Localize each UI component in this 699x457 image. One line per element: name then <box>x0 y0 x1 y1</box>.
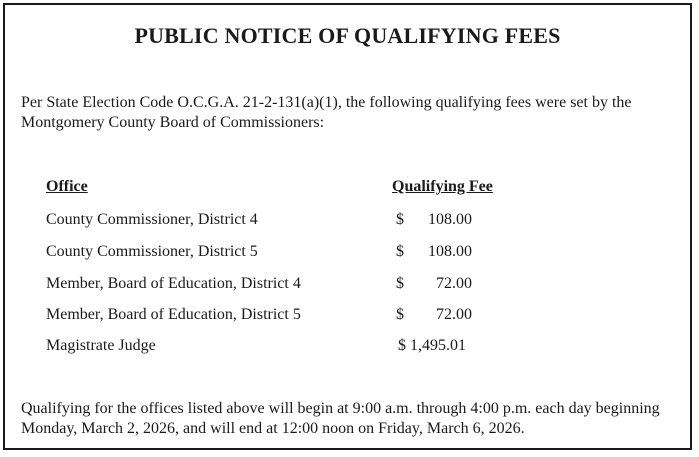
notice-title: PUBLIC NOTICE OF QUALIFYING FEES <box>134 23 561 48</box>
dollar-sign: $ <box>396 243 404 260</box>
office-name: Magistrate Judge <box>46 337 156 354</box>
fee-amount: 108.00 <box>428 243 472 260</box>
dollar-sign: $ <box>396 306 404 323</box>
fee-amount: $ 1,495.01 <box>398 337 466 354</box>
fee-row <box>5 275 690 295</box>
intro-paragraph: Per State Election Code O.C.G.A. 21-2-131(a)(1), the following qualifying fees were set by the Montgomery County Board of Commissioners: <box>21 94 632 131</box>
office-name: Member, Board of Education, District 4 <box>46 275 301 292</box>
office-column-header: Office <box>46 178 88 195</box>
fee-column-header: Qualifying Fee <box>392 178 493 195</box>
fee-row <box>5 337 690 357</box>
fee-row <box>5 211 690 231</box>
office-name: County Commissioner, District 4 <box>46 211 258 228</box>
fee-row <box>5 306 690 326</box>
office-name: Member, Board of Education, District 5 <box>46 306 301 323</box>
footer-paragraph: Qualifying for the offices listed above will begin at 9:00 a.m. through 4:00 p.m. each day beginning Monday, March 2, 2026, and will end at 12:00 noon on Friday, March 6, 2026. <box>21 400 660 437</box>
dollar-sign: $ <box>396 275 404 292</box>
fee-amount: 72.00 <box>436 306 472 323</box>
fee-row <box>5 243 690 263</box>
fee-amount: 72.00 <box>436 275 472 292</box>
office-name: County Commissioner, District 5 <box>46 243 258 260</box>
dollar-sign: $ <box>396 211 404 228</box>
fee-amount: 108.00 <box>428 211 472 228</box>
notice-box <box>3 3 692 450</box>
